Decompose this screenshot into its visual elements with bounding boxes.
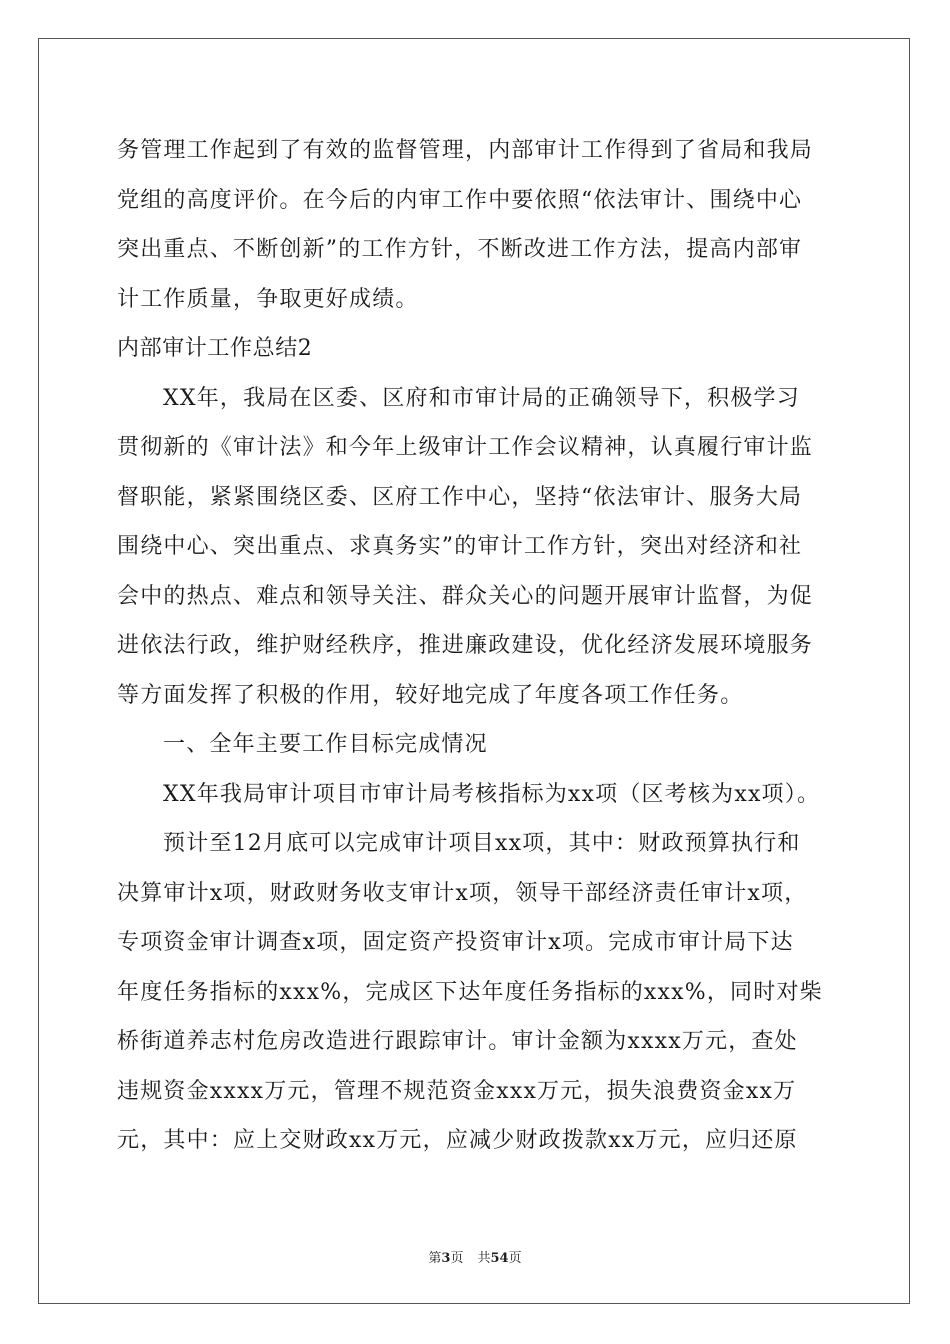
text-line: 贯彻新的《审计法》和今年上级审计工作会议精神，认真履行审计监 bbox=[117, 435, 814, 460]
text-line: 桥街道养志村危房改造进行跟踪审计。审计金额为xxxx万元，查处 bbox=[117, 1029, 798, 1054]
section-title: 内部审计工作总结2 bbox=[117, 336, 313, 361]
text-line: 决算审计x项，财政财务收支审计x项，领导干部经济责任审计x项， bbox=[117, 880, 808, 906]
page-prefix: 第 bbox=[428, 1251, 442, 1266]
text-line: 突出重点、不断创新”的工作方针，不断改进工作方法，提高内部审 bbox=[117, 237, 803, 262]
text-line: XX年我局审计项目市审计局考核指标为xx项（区考核为xx项）。 bbox=[163, 781, 821, 807]
subsection-heading: 一、全年主要工作目标完成情况 bbox=[163, 732, 488, 757]
current-page-number: 3 bbox=[441, 1251, 451, 1266]
text-line: XX年，我局在区委、区府和市审计局的正确领导下，积极学习 bbox=[163, 385, 800, 411]
text-line: 进依法行政，维护财经秩序，推进廉政建设，优化经济发展环境服务 bbox=[117, 633, 814, 658]
text-line: 党组的高度评价。在今后的内审工作中要依照“依法审计、围绕中心 bbox=[117, 187, 803, 213]
text-line: 元，其中：应上交财政xx万元，应减少财政拨款xx万元，应归还原 bbox=[117, 1128, 798, 1153]
text-line: 会中的热点、难点和领导关注、群众关心的问题开展审计监督，为促 bbox=[117, 583, 814, 609]
page-suffix: 页 bbox=[450, 1251, 464, 1266]
total-prefix: 共 bbox=[477, 1251, 491, 1266]
text-line: 围绕中心、突出重点、求真务实”的审计工作方针，突出对经济和社 bbox=[117, 534, 803, 559]
text-line: 违规资金xxxx万元，管理不规范资金xxx万元，损失浪费资金xx万 bbox=[117, 1078, 797, 1104]
total-suffix: 页 bbox=[508, 1251, 522, 1266]
text-line: 年度任务指标的xxx%，完成区下达年度任务指标的xxx%，同时对柴 bbox=[117, 979, 823, 1005]
text-line: 等方面发挥了积极的作用，较好地完成了年度各项工作任务。 bbox=[117, 682, 744, 708]
document-body bbox=[117, 126, 837, 1166]
text-line: 务管理工作起到了有效的监督管理，内部审计工作得到了省局和我局 bbox=[117, 138, 814, 163]
text-line: 预计至12月底可以完成审计项目xx项，其中：财政预算执行和 bbox=[163, 831, 801, 856]
page-footer bbox=[0, 1247, 950, 1266]
total-page-count: 54 bbox=[490, 1251, 509, 1266]
text-line: 计工作质量，争取更好成绩。 bbox=[117, 286, 419, 312]
text-line: 督职能，紧紧围绕区委、区府工作中心，坚持“依法审计、服务大局 bbox=[117, 484, 803, 510]
text-line: 专项资金审计调查x项，固定资产投资审计x项。完成市审计局下达 bbox=[117, 930, 794, 955]
